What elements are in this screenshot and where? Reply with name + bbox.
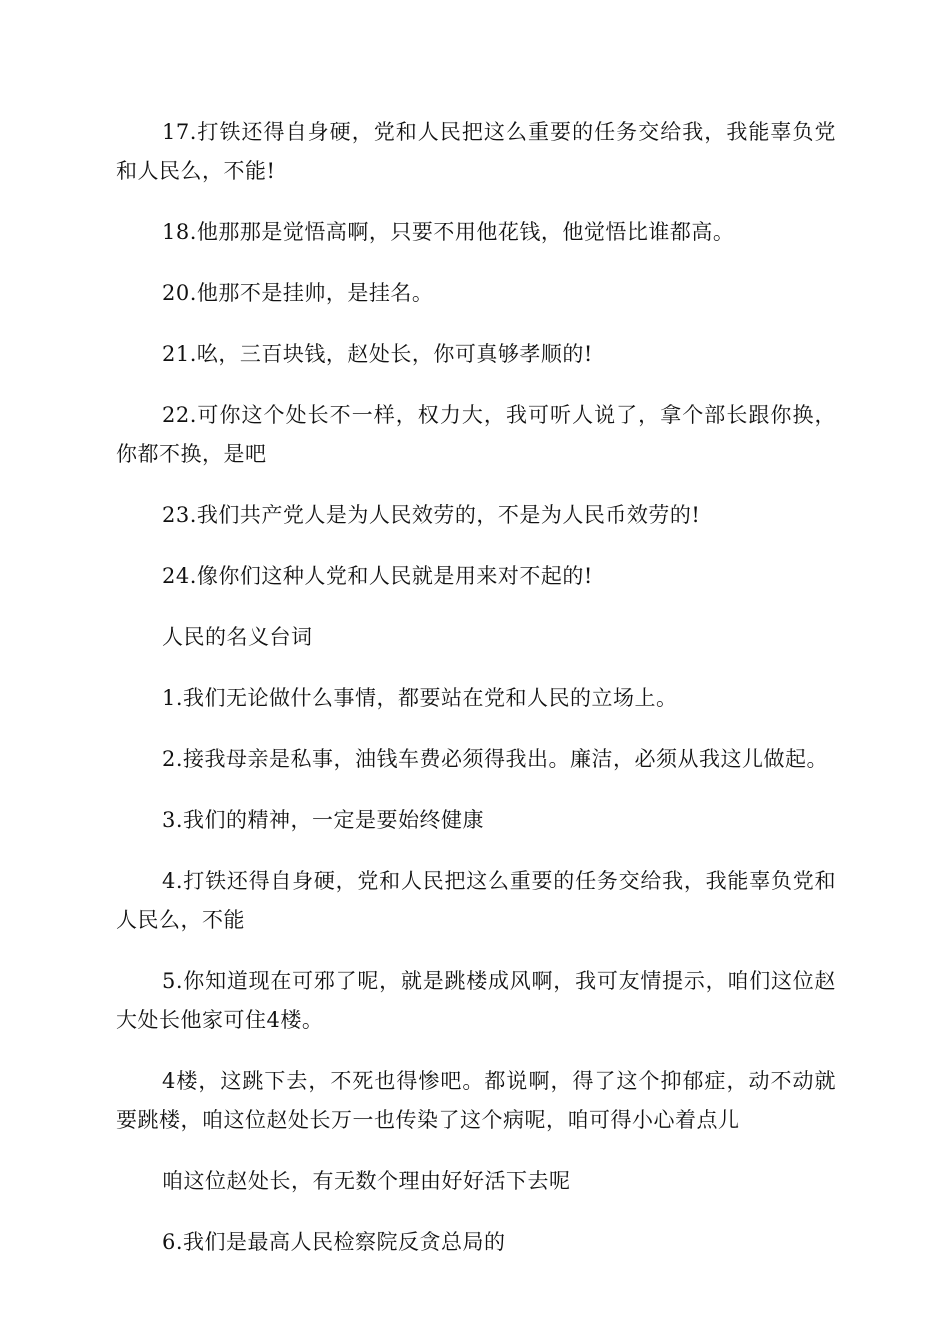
- quote-6: 6.我们是最高人民检察院反贪总局的: [162, 1230, 506, 1254]
- quote-18: 18.他那那是觉悟高啊，只要不用他花钱，他觉悟比谁都高。: [162, 220, 735, 244]
- quote-3: 3.我们的精神，一定是要始终健康: [162, 808, 485, 832]
- section-heading: 人民的名义台词: [162, 625, 313, 649]
- quote-5-ending: 咱这位赵处长，有无数个理由好好活下去呢: [162, 1169, 571, 1193]
- quote-5-continued: 4楼，这跳下去，不死也得惨吧。都说啊，得了这个抑郁症，动不动就要跳楼，咱这位赵处长万一也传染了这个病呢，咱可得小心着点儿: [116, 1069, 836, 1132]
- quote-23: 23.我们共产党人是为人民效劳的，不是为人民币效劳的!: [162, 503, 701, 527]
- quote-21: 21.吆，三百块钱，赵处长，你可真够孝顺的!: [162, 342, 593, 366]
- quote-5: 5.你知道现在可邪了呢，就是跳楼成风啊，我可友情提示，咱们这位赵大处长他家可住4楼。: [116, 969, 836, 1032]
- quote-20: 20.他那不是挂帅，是挂名。: [162, 281, 434, 305]
- quote-17: 17.打铁还得自身硬，党和人民把这么重要的任务交给我，我能辜负党和人民么，不能!: [116, 120, 836, 183]
- quote-2: 2.接我母亲是私事，油钱车费必须得我出。廉洁，必须从我这儿做起。: [162, 747, 829, 771]
- quote-1: 1.我们无论做什么事情，都要站在党和人民的立场上。: [162, 686, 678, 710]
- quote-4: 4.打铁还得自身硬，党和人民把这么重要的任务交给我，我能辜负党和人民么，不能: [116, 869, 836, 932]
- quote-22: 22.可你这个处长不一样，权力大，我可听人说了，拿个部长跟你换，你都不换，是吧: [116, 403, 836, 466]
- quote-24: 24.像你们这种人党和人民就是用来对不起的!: [162, 564, 593, 588]
